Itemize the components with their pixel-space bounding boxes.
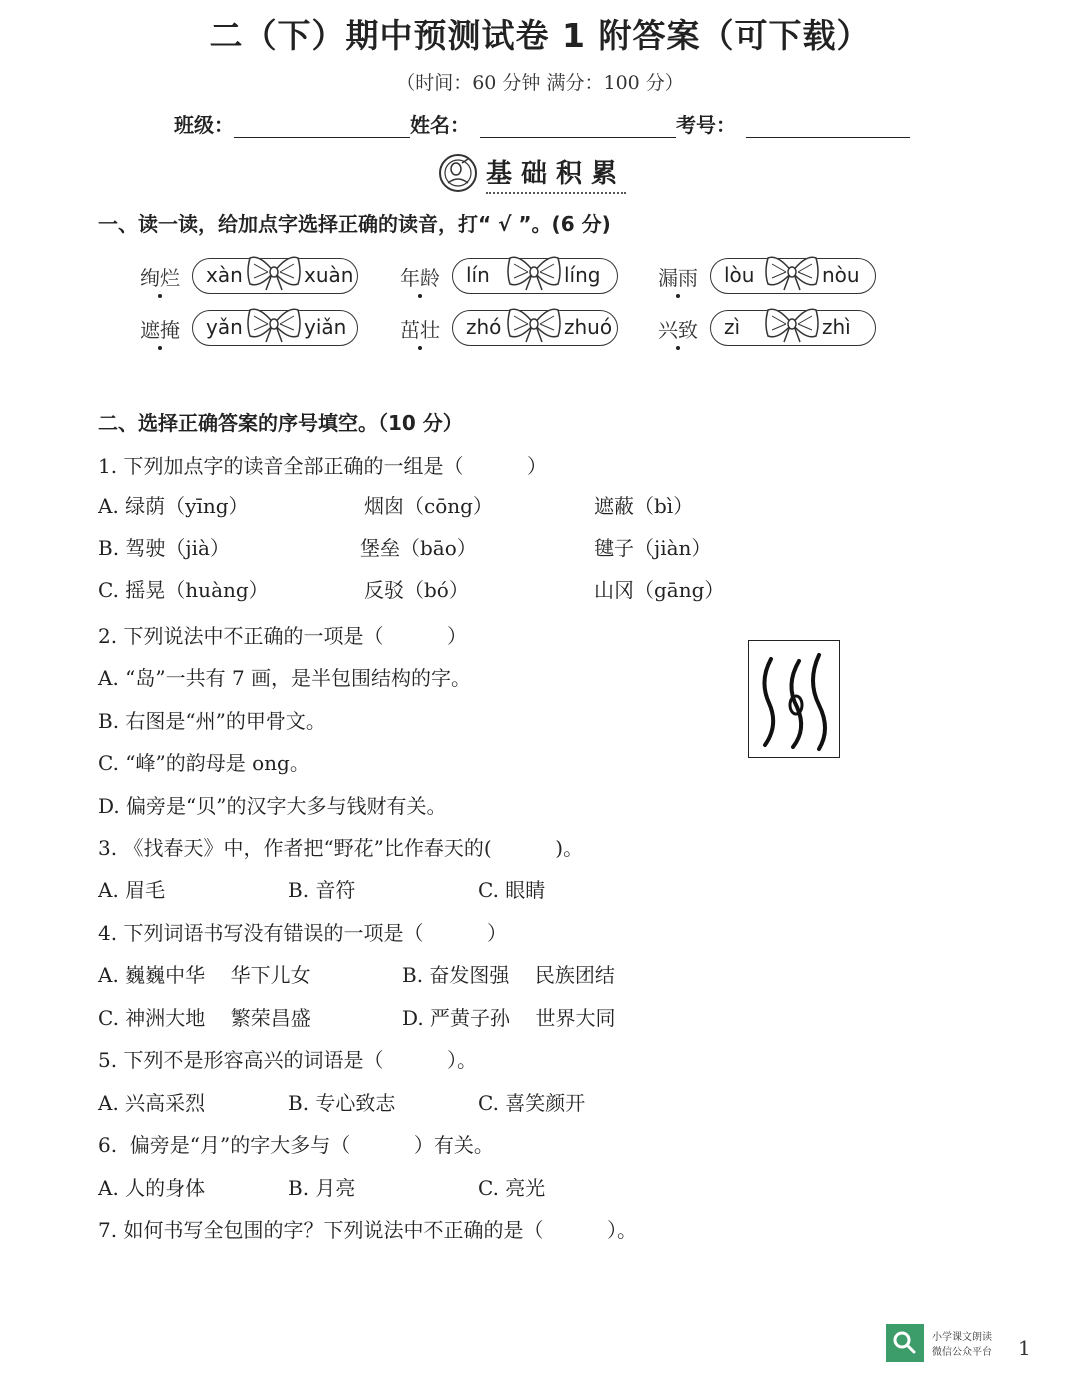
page-number: 1: [1018, 1336, 1031, 1360]
q4-option-a[interactable]: A. 巍巍中华 华下儿女: [98, 963, 311, 987]
bow-icon: [764, 252, 820, 292]
logo-badge: [886, 1324, 924, 1362]
question-6: 6. 偏旁是“月”的字大多与（ ）有关。: [98, 1133, 494, 1157]
pinyin-option-a[interactable]: zì: [724, 315, 741, 339]
pinyin-choice-item: [658, 310, 898, 350]
q6-option-b[interactable]: B. 月亮: [288, 1176, 356, 1200]
emphasis-dot: [418, 294, 422, 298]
pinyin-option-a[interactable]: lín: [466, 263, 490, 287]
pinyin-choice-item: [400, 310, 640, 350]
bow-icon: [506, 304, 562, 344]
search-icon: [886, 1324, 924, 1362]
q2-option-c[interactable]: C. “峰”的韵母是 ong。: [98, 751, 310, 775]
pinyin-word: 年龄: [400, 266, 440, 290]
pinyin-word: 茁壮: [400, 318, 440, 342]
q1-option[interactable]: 堡垒（bāo）: [360, 536, 477, 560]
q5-option-a[interactable]: A. 兴高采烈: [98, 1091, 206, 1115]
emphasis-dot: [158, 294, 162, 298]
pinyin-word: 遮掩: [140, 318, 180, 342]
q1-option[interactable]: C. 摇晃（huàng）: [98, 578, 269, 602]
logo-line1: 小学课文朗读: [932, 1332, 992, 1343]
q2-option-d[interactable]: D. 偏旁是“贝”的汉字大多与钱财有关。: [98, 794, 447, 818]
pinyin-option-a[interactable]: yǎn: [206, 315, 243, 339]
q1-option[interactable]: 烟囱（cōng）: [364, 494, 493, 518]
id-label: 考号：: [676, 113, 736, 137]
pinyin-option-a[interactable]: lòu: [724, 263, 755, 287]
bow-icon: [246, 252, 302, 292]
section2-heading: 二、选择正确答案的序号填空。（10 分）: [98, 411, 463, 435]
q5-option-c[interactable]: C. 喜笑颜开: [478, 1091, 586, 1115]
q3-option-a[interactable]: A. 眉毛: [98, 878, 166, 902]
bookworm-icon: [438, 153, 478, 193]
exam-meta: （时间：60 分钟 满分：100 分）: [396, 72, 684, 94]
pinyin-option-b[interactable]: yiǎn: [304, 315, 347, 339]
emphasis-dot: [676, 346, 680, 350]
banner-title: 基础积累: [486, 153, 626, 194]
pinyin-option-b[interactable]: zhì: [822, 315, 851, 339]
q1-option[interactable]: 山冈（gāng）: [594, 578, 725, 602]
bow-icon: [506, 252, 562, 292]
pinyin-choice-item: [140, 258, 380, 298]
pinyin-word: 漏雨: [658, 266, 698, 290]
question-7: 7. 如何书写全包围的字？下列说法中不正确的是（ ）。: [98, 1218, 638, 1242]
q5-option-b[interactable]: B. 专心致志: [288, 1091, 396, 1115]
q2-option-a[interactable]: A. “岛”一共有 7 画，是半包围结构的字。: [98, 666, 472, 690]
logo-line2: 微信公众平台: [932, 1347, 992, 1358]
question-1: 1. 下列加点字的读音全部正确的一组是（ ）: [98, 454, 548, 478]
pinyin-choice-item: [140, 310, 380, 350]
pinyin-option-b[interactable]: nòu: [822, 263, 860, 287]
emphasis-dot: [676, 294, 680, 298]
question-4: 4. 下列词语书写没有错误的一项是（ ）: [98, 921, 508, 945]
q1-option[interactable]: A. 绿荫（yīng）: [98, 494, 249, 518]
page-title: 二（下）期中预测试卷 1 附答案（可下载）: [209, 16, 871, 55]
pinyin-choice-item: [400, 258, 640, 298]
emphasis-dot: [418, 346, 422, 350]
pinyin-option-a[interactable]: xàn: [206, 263, 243, 287]
pinyin-option-b[interactable]: líng: [564, 263, 601, 287]
q4-option-d[interactable]: D. 严黄子孙 世界大同: [402, 1006, 616, 1030]
q3-option-c[interactable]: C. 眼睛: [478, 878, 546, 902]
pinyin-option-b[interactable]: zhuó: [564, 315, 613, 339]
q1-option[interactable]: B. 驾驶（jià）: [98, 536, 230, 560]
q3-option-b[interactable]: B. 音符: [288, 878, 356, 902]
question-5: 5. 下列不是形容高兴的词语是（ ）。: [98, 1048, 478, 1072]
name-label: 姓名：: [410, 113, 470, 137]
class-label: 班级：: [174, 113, 234, 137]
student-info-row: [174, 108, 910, 138]
q2-option-b[interactable]: B. 右图是“州”的甲骨文。: [98, 709, 326, 733]
question-3: 3. 《找春天》中，作者把“野花”比作春天的( )。: [98, 836, 584, 860]
pinyin-word: 兴致: [658, 318, 698, 342]
pinyin-option-a[interactable]: zhó: [466, 315, 502, 339]
bow-icon: [764, 304, 820, 344]
q6-option-c[interactable]: C. 亮光: [478, 1176, 546, 1200]
oracle-bone-zhou-image: [748, 640, 840, 758]
pinyin-choice-item: [658, 258, 898, 298]
id-blank[interactable]: [746, 112, 910, 138]
bow-icon: [246, 304, 302, 344]
pinyin-word: 绚烂: [140, 266, 180, 290]
emphasis-dot: [158, 346, 162, 350]
section1-heading: 一、读一读，给加点字选择正确的读音，打“ √ ”。(6 分): [98, 212, 611, 236]
q6-option-a[interactable]: A. 人的身体: [98, 1176, 206, 1200]
section-banner: [438, 150, 626, 196]
q1-option[interactable]: 反驳（bó）: [364, 578, 469, 602]
wechat-logo: [886, 1324, 1008, 1362]
q1-option[interactable]: 遮蔽（bì）: [594, 494, 694, 518]
pinyin-option-b[interactable]: xuàn: [304, 263, 354, 287]
class-blank[interactable]: [234, 112, 410, 138]
q4-option-c[interactable]: C. 神洲大地 繁荣昌盛: [98, 1006, 311, 1030]
q4-option-b[interactable]: B. 奋发图强 民族团结: [402, 963, 615, 987]
q1-option[interactable]: 毽子（jiàn）: [594, 536, 712, 560]
question-2: 2. 下列说法中不正确的一项是（ ）: [98, 624, 468, 648]
name-blank[interactable]: [480, 112, 676, 138]
